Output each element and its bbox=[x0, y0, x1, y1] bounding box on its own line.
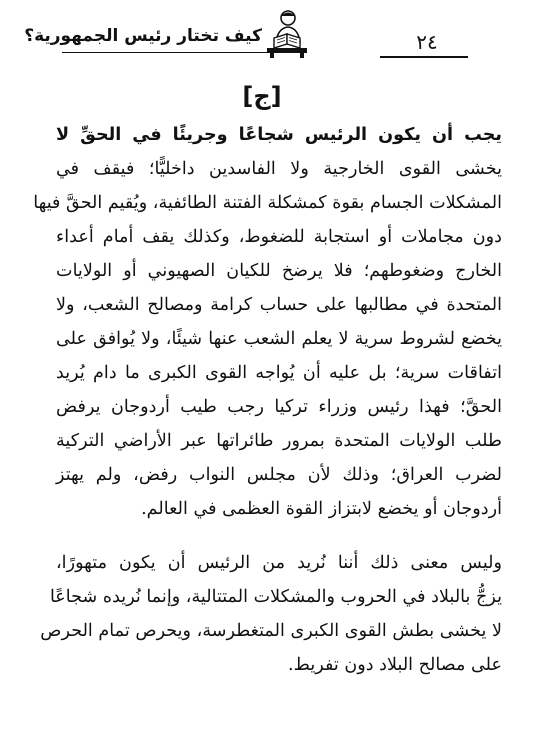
text-line: وليس معنى ذلك أننا نُريد من الرئيس أن يكون متهورًا، bbox=[56, 553, 502, 573]
book-title-underline bbox=[62, 52, 268, 53]
text-line: لا يخشى بطش القوى الكبرى المتغطرسة، ويحرص تمام الحرص bbox=[40, 621, 502, 641]
page-header bbox=[0, 0, 551, 62]
text-line: يزجُّ بالبلاد في الحروب والمشكلات المتتالية، وإنما نُريده شجاعًا bbox=[49, 587, 502, 607]
text-line: يجب أن يكون الرئيس شجاعًا وجريئًا في الحقِّ لا bbox=[56, 125, 502, 145]
page-number-rule bbox=[380, 56, 468, 58]
text-line: المشكلات الجسام بقوة كمشكلة الفتنة الطائفية، ويُقيم الحقَّ فيها bbox=[33, 193, 502, 213]
text-line: الخارج وضغوطهم؛ فلا يرضخ للكيان الصهيوني أو الولايات bbox=[56, 261, 502, 281]
person-reading-at-desk-icon bbox=[264, 8, 310, 58]
text-line: طلب الولايات المتحدة بمرور طائراتها عبر الأراضي التركية bbox=[56, 431, 502, 451]
text-line: المتحدة في مطالبها على حساب كرامة ومصالح الشعب، ولا bbox=[56, 295, 502, 315]
text-line: اتفاقات سرية؛ بل عليه أن يُواجه القوى الكبرى ما دام يُريد bbox=[56, 363, 502, 383]
text-line: يخضع لشروط سرية لا يعلم الشعب عنها شيئًا، ولا يُوافق على bbox=[56, 329, 502, 349]
text-line: الحقَّ؛ فهذا رئيس وزراء تركيا رجب طيب أردوجان يرفض bbox=[56, 397, 502, 417]
text-line: يخشى القوى الخارجية ولا الفاسدين داخليًّا؛ فيقف في bbox=[56, 159, 502, 179]
body-text bbox=[33, 118, 502, 682]
paragraph-gap bbox=[56, 526, 502, 546]
text-line: أردوجان أو يخضع لابتزاز القوة العظمى في العالم. bbox=[141, 499, 502, 519]
text-line: لضرب العراق؛ وذلك لأن مجلس النواب رفض، ولم يهتز bbox=[56, 465, 502, 485]
text-line: على مصالح البلاد دون تفريط. bbox=[288, 655, 502, 675]
book-title: كيف تختار رئيس الجمهورية؟ bbox=[24, 26, 262, 46]
text-line: دون مجاملات أو استجابة للضغوط، وكذلك يقف أمام أعداء bbox=[56, 227, 502, 247]
page-number: ٢٤ bbox=[416, 30, 438, 54]
section-marker: [ج] bbox=[242, 82, 282, 110]
